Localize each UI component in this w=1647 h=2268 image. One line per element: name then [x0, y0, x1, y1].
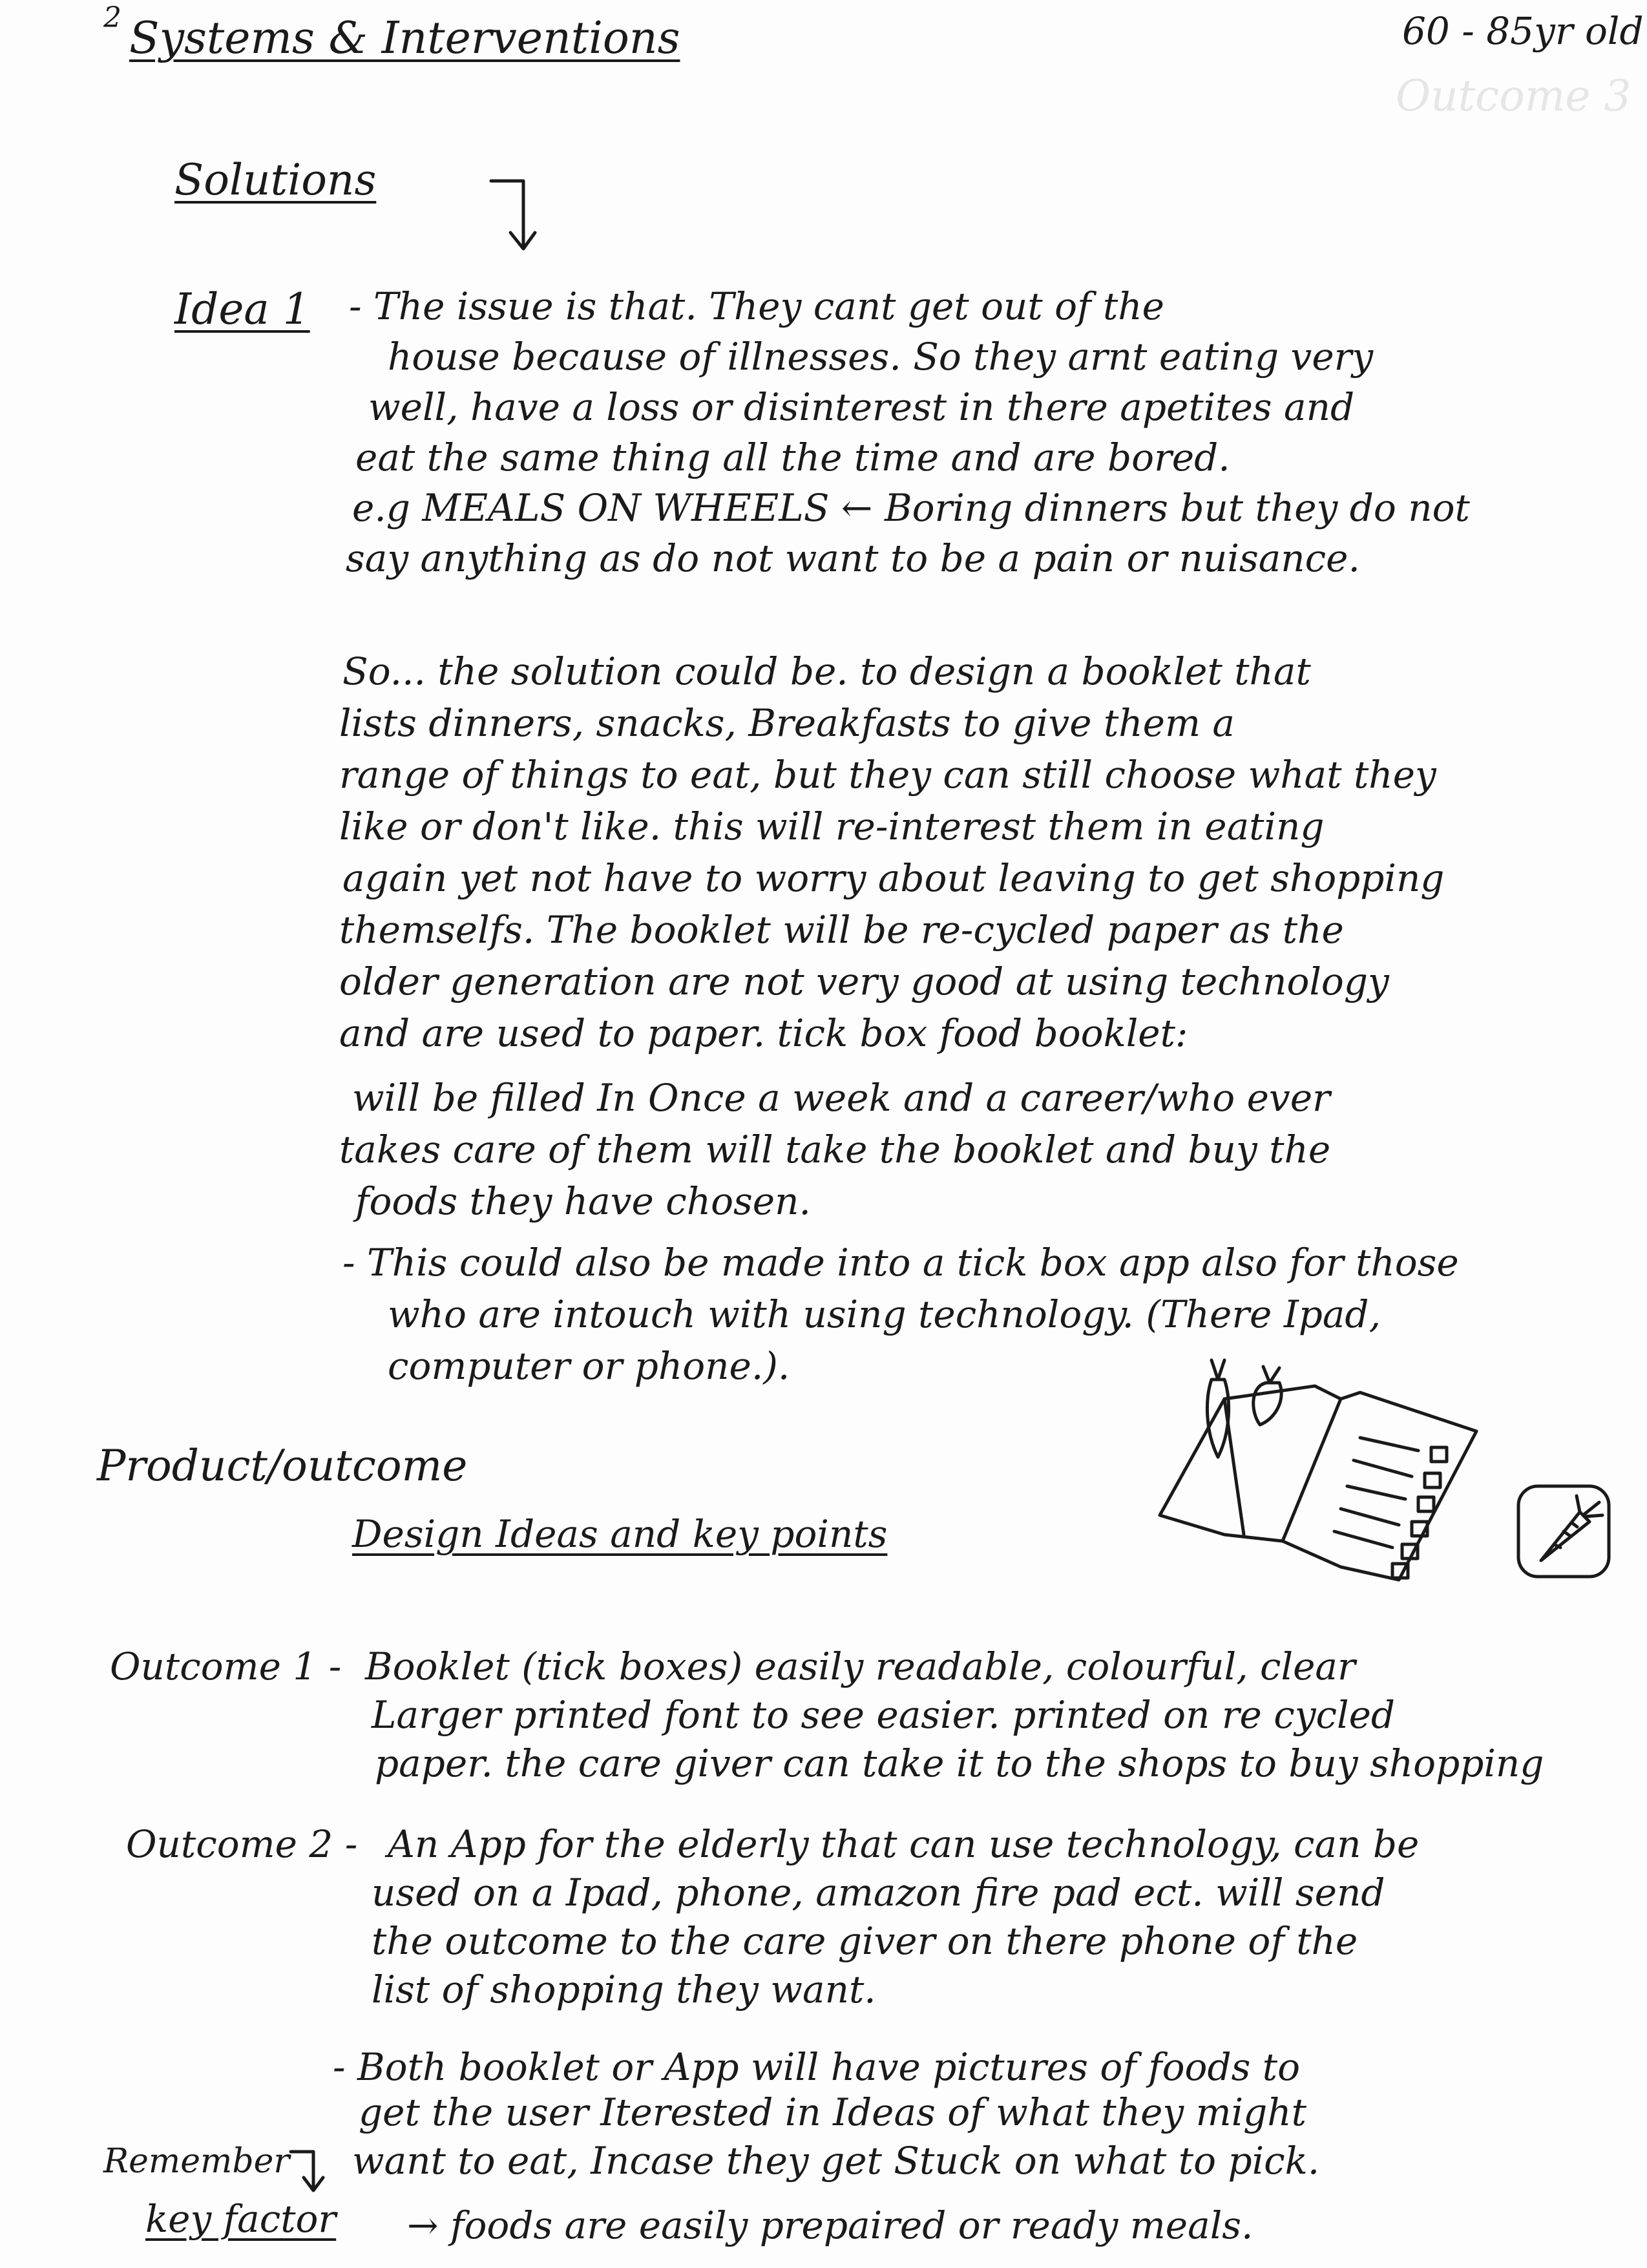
solution-line-2: lists dinners, snacks, Breakfasts to give them a: [339, 701, 1235, 745]
solution-line-1: So... the solution could be. to design a booklet that: [342, 649, 1311, 693]
ghost-text: Outcome 3: [1396, 71, 1631, 121]
outcome1-line-2: Larger printed font to see easier. printed on re cycled: [372, 1693, 1396, 1737]
design-ideas-heading: Design Ideas and key points: [352, 1512, 888, 1556]
outcome2-line-2: used on a Ipad, phone, amazon fire pad ect. will send: [372, 1871, 1385, 1915]
solution-line-10: takes care of them will take the booklet and buy the: [339, 1128, 1331, 1171]
page-title: Systems & Interventions: [129, 13, 680, 64]
arrow-down-icon: [485, 168, 549, 258]
solution-line-14: computer or phone.).: [388, 1344, 790, 1388]
idea-line-3: well, have a loss or disinterest in there apetites and: [368, 385, 1355, 429]
solution-line-12: - This could also be made into a tick box app also for those: [342, 1241, 1459, 1285]
outcome2-line-4: list of shopping they want.: [372, 1968, 876, 2011]
solution-line-9: will be filled In Once a week and a career/who ever: [352, 1076, 1330, 1120]
solution-line-7: older generation are not very good at using technology: [339, 960, 1389, 1003]
idea-line-5: e.g MEALS ON WHEELS ← Boring dinners but they do not: [352, 486, 1470, 530]
solution-line-3: range of things to eat, but they can still choose what they: [339, 753, 1436, 797]
outcome1-label: Outcome 1 -: [110, 1644, 342, 1688]
solution-line-5: again yet not have to worry about leaving to get shopping: [342, 856, 1445, 900]
outcome2-line-1: An App for the elderly that can use technology, can be: [388, 1822, 1420, 1866]
both-line-2: get the user Iterested in Ideas of what they might: [359, 2090, 1306, 2134]
idea-line-1: - The issue is that. They cant get out of the: [349, 284, 1164, 328]
page-number: 2: [103, 1, 121, 34]
solutions-heading: Solutions: [174, 155, 377, 205]
both-line-1: - Both booklet or App will have pictures of foods to: [333, 2045, 1301, 2089]
idea-line-4: eat the same thing all the time and are bored.: [355, 436, 1230, 479]
solution-line-8: and are used to paper. tick box food booklet:: [339, 1011, 1188, 1055]
solution-line-4: like or don't like. this will re-interest them in eating: [339, 804, 1325, 848]
remember-label: Remember: [103, 2142, 290, 2181]
carrot-app-icon: [1509, 1476, 1619, 1586]
bracket-arrow-icon: [284, 2142, 330, 2200]
solution-line-13: who are intouch with using technology. (There Ipad,: [388, 1292, 1381, 1336]
solution-line-6: themselfs. The booklet will be re-cycled paper as the: [339, 908, 1344, 952]
outcome2-label: Outcome 2 -: [126, 1822, 358, 1866]
key-factor-label: key factor: [145, 2197, 337, 2241]
idea-line-6: say anything as do not want to be a pain or nuisance.: [346, 536, 1360, 580]
idea-line-2: house because of illnesses. So they arnt eating very: [388, 335, 1374, 379]
idea-label: Idea 1: [174, 284, 310, 334]
both-line-3: want to eat, Incase they get Stuck on what to pick.: [352, 2139, 1320, 2183]
product-heading: Product/outcome: [97, 1441, 468, 1491]
key-factor-text: → foods are easily prepaired or ready meals.: [407, 2203, 1254, 2247]
booklet-sketch-icon: [1147, 1321, 1496, 1593]
outcome2-line-3: the outcome to the care giver on there phone of the: [372, 1919, 1358, 1963]
outcome1-line-1: Booklet (tick boxes) easily readable, colourful, clear: [365, 1644, 1356, 1688]
outcome1-line-3: paper. the care giver can take it to the shops to buy shopping: [375, 1741, 1544, 1785]
age-range: 60 - 85yr old: [1402, 9, 1644, 53]
solution-line-11: foods they have chosen.: [355, 1179, 811, 1223]
